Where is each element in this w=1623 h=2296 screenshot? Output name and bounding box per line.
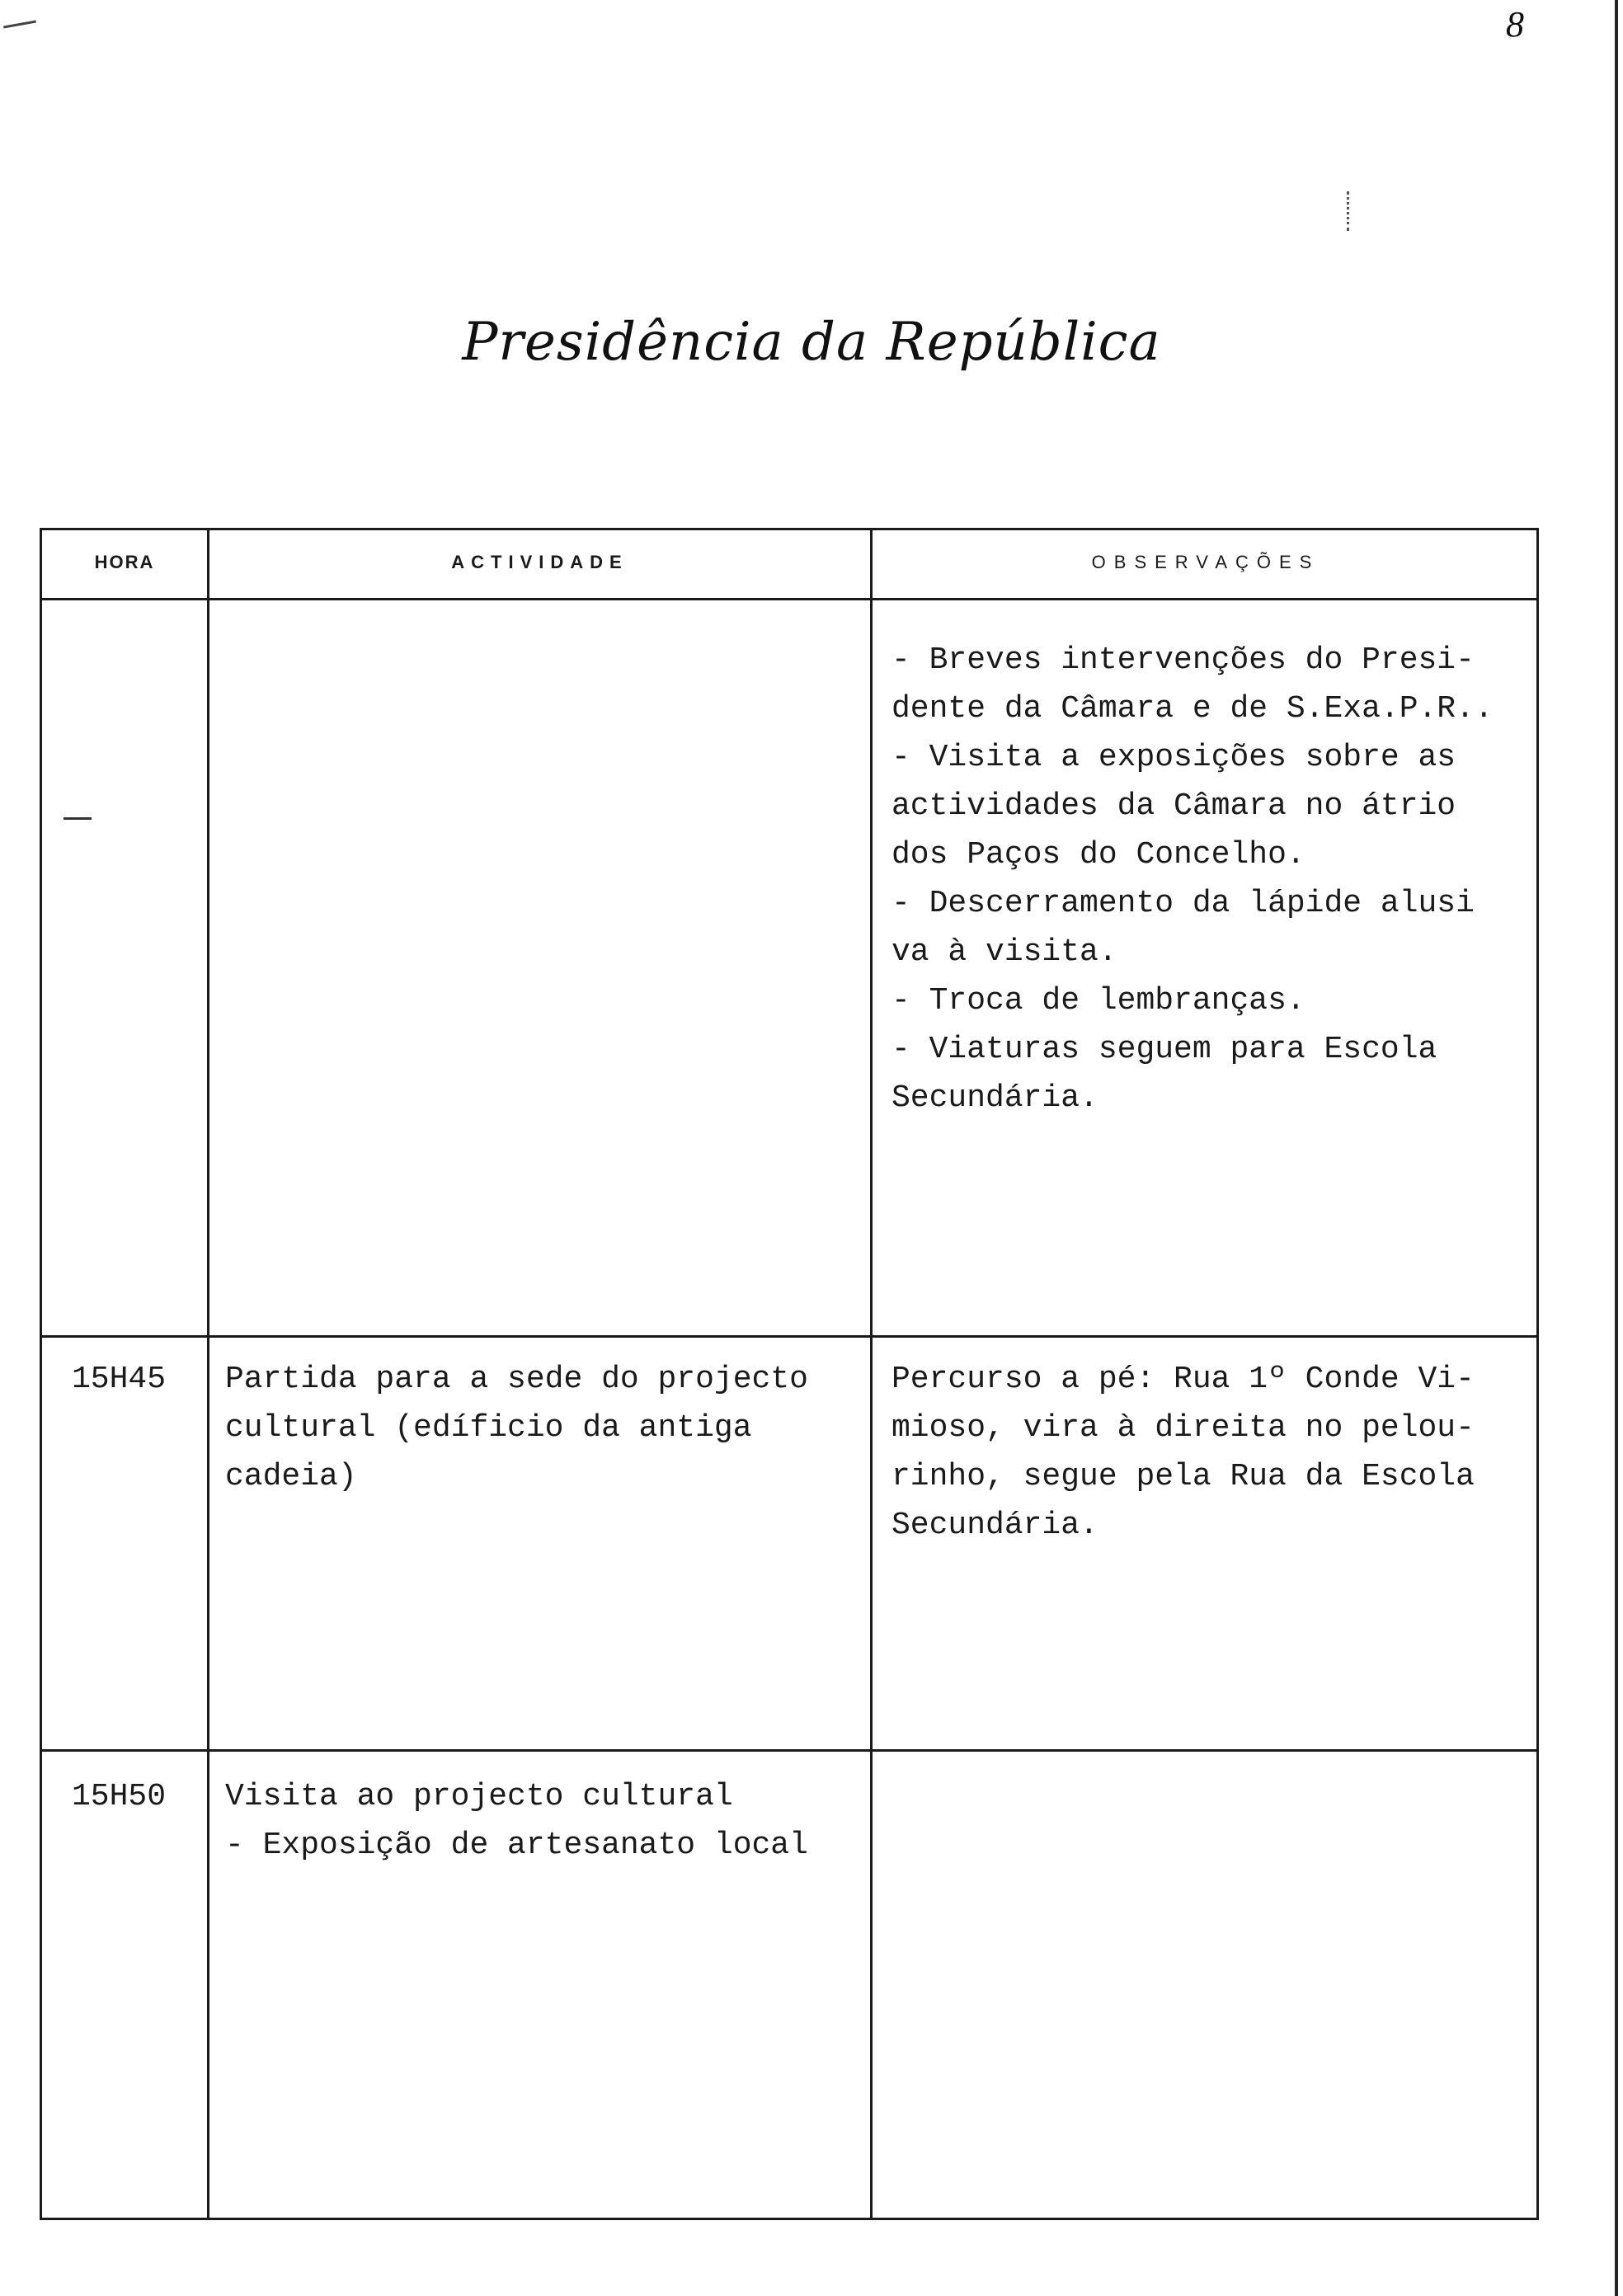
scan-artifact-dots	[1347, 191, 1352, 231]
column-header-actividade: ACTIVIDADE	[451, 552, 628, 572]
page-number: 8	[1506, 4, 1524, 45]
column-header-observacoes: OBSERVAÇÕES	[1091, 552, 1320, 572]
hora-dash-mark	[64, 817, 92, 820]
column-header-hora: HORA	[94, 552, 155, 572]
row-divider-1	[42, 1335, 1536, 1338]
row-2-hora: 15H45	[72, 1362, 167, 1397]
row-divider-2	[42, 1749, 1536, 1752]
column-divider-hora	[207, 530, 209, 2218]
row-2-observacoes: Percurso a pé: Rua 1º Conde Vi- mioso, vira à direita no pelou- rinho, segue pela Rua da Escola Secundária.	[891, 1362, 1475, 1543]
column-divider-actividade	[870, 530, 873, 2218]
letterhead	[0, 312, 1623, 373]
row-1-observacoes: - Breves intervenções do Presi- dente da Câmara e de S.Exa.P.R.. - Visita a exposições sobre as actividades da Câmara no átrio dos Paços do Concelho. - Descerramento da lápide alusi va à visita. - Troca de lembranças. - Viaturas seguem para Escola Secundária.	[891, 642, 1494, 1116]
row-2-actividade: Partida para a sede do projecto cultural (edíficio da antiga cadeia)	[225, 1362, 808, 1494]
scan-artifact-mark	[3, 21, 36, 29]
row-3-actividade: Visita ao projecto cultural - Exposição de artesanato local	[225, 1779, 808, 1863]
schedule-table	[40, 528, 1539, 2220]
letterhead-title: Presidência da República	[462, 312, 1161, 373]
header-divider	[42, 598, 1536, 600]
row-3-hora: 15H50	[72, 1779, 167, 1814]
